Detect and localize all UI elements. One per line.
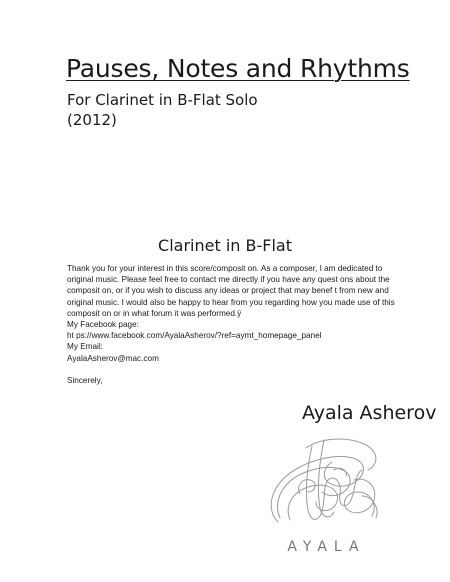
logo-wordmark: AYALA [287, 539, 366, 555]
paragraph-spacer [67, 364, 417, 375]
closing-text: Sincerely, [67, 376, 103, 386]
message-line: composit on, or if you wish to discuss any ideas or project that may benef t from new and [67, 286, 389, 296]
composition-year: (2012) [67, 111, 117, 129]
composer-message [67, 263, 417, 386]
composer-name: Ayala Asherov [302, 402, 437, 424]
email-label: My Email: [67, 342, 103, 352]
message-line: composit on or in what forum it was performed.ÿ [67, 308, 242, 318]
ayala-signature-logo-icon [250, 430, 400, 530]
facebook-link[interactable]: ht ps://www.facebook.com/AyalaAsherov/?ref=aymt_homepage_panel [67, 331, 322, 341]
page-title: Pauses, Notes and Rhythms [66, 54, 410, 83]
message-line: Thank you for your interest in this score/composit on. As a composer, I am dedicated to [67, 264, 383, 273]
message-line: original music. I would also be happy to hear from you regarding how you made use of this [67, 297, 395, 307]
instrument-heading: Clarinet in B-Flat [158, 236, 292, 255]
email-link[interactable]: AyalaAsherov@mac.com [67, 353, 159, 363]
message-line: original music. Please feel free to contact me directly if you have any quest ons about the [67, 275, 390, 285]
page-subtitle: For Clarinet in B-Flat Solo [67, 91, 258, 109]
facebook-label: My Facebook page: [67, 320, 139, 330]
